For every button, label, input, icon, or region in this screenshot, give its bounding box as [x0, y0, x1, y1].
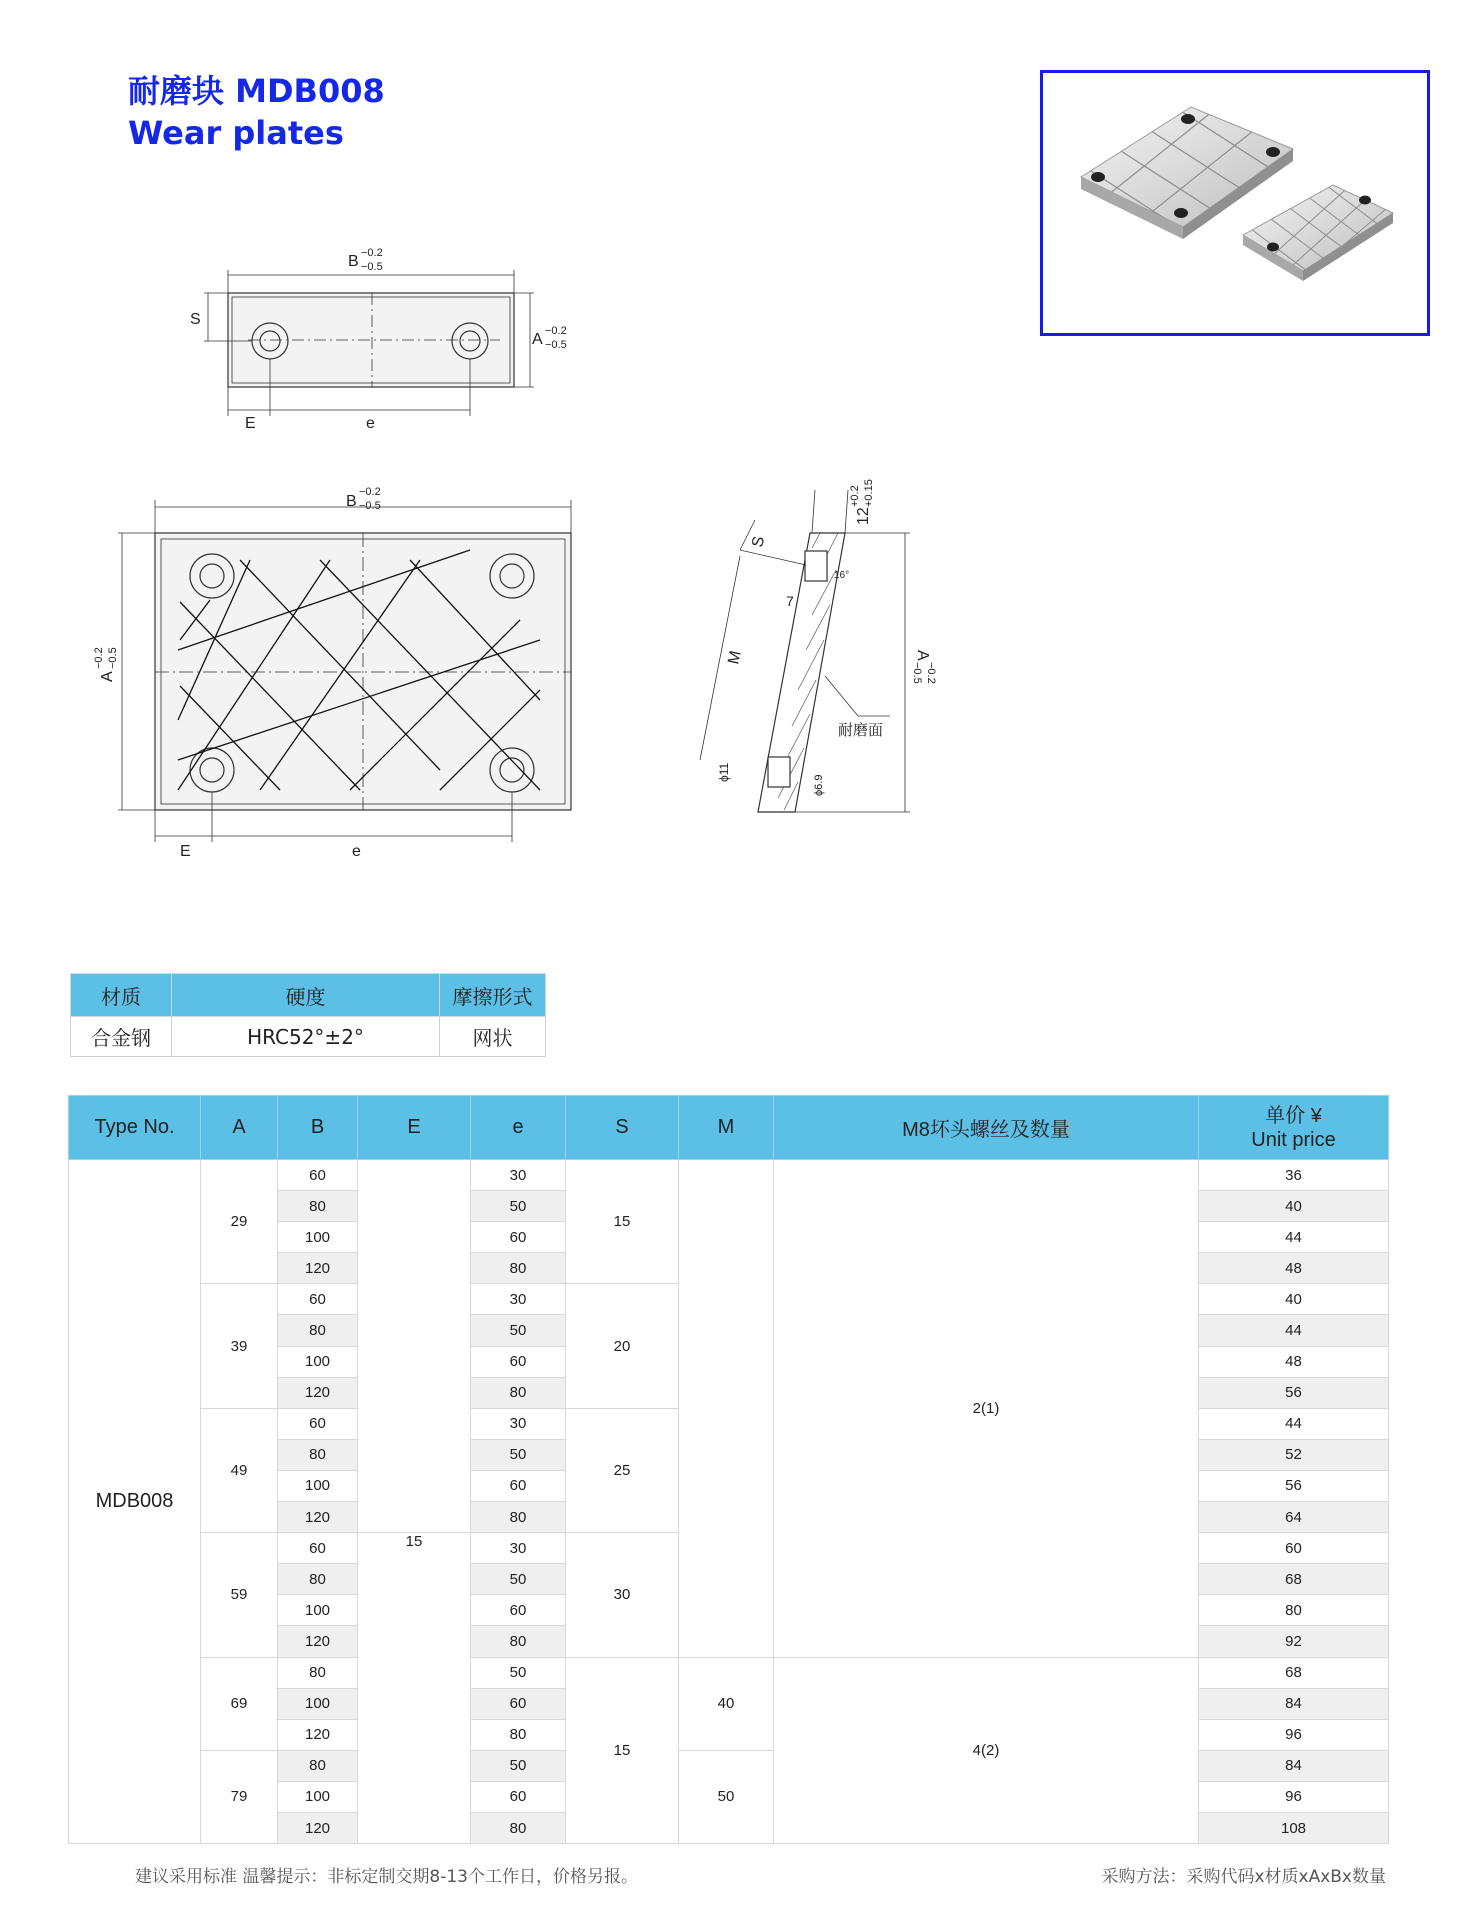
e-cell: 30	[471, 1284, 566, 1315]
e-cell: 60	[471, 1470, 566, 1501]
B-cell: 80	[278, 1191, 358, 1222]
e-cell: 30	[471, 1408, 566, 1439]
price-cell: 56	[1199, 1470, 1389, 1501]
svg-text:−0.5: −0.5	[545, 339, 567, 351]
header-M: M	[679, 1096, 774, 1160]
footer-purchase: 采购方法：采购代码x材质xAxBx数量	[1101, 1867, 1386, 1887]
svg-text:+0.15: +0.15	[863, 479, 875, 507]
e-cell: 80	[471, 1253, 566, 1284]
table-row	[69, 1657, 1389, 1688]
B-cell: 60	[278, 1160, 358, 1191]
B-cell: 80	[278, 1657, 358, 1688]
price-cell: 96	[1199, 1719, 1389, 1750]
price-cell: 56	[1199, 1377, 1389, 1408]
svg-text:−0.2: −0.2	[359, 486, 381, 498]
e-cell: 50	[471, 1750, 566, 1781]
e-cell: 80	[471, 1812, 566, 1843]
B-cell: 100	[278, 1346, 358, 1377]
B-cell: 80	[278, 1315, 358, 1346]
B-cell: 100	[278, 1688, 358, 1719]
e-cell: 80	[471, 1377, 566, 1408]
B-cell: 120	[278, 1377, 358, 1408]
price-cell: 80	[1199, 1595, 1389, 1626]
A-cell: 69	[201, 1657, 278, 1750]
price-cell: 36	[1199, 1160, 1389, 1191]
B-cell: 80	[278, 1564, 358, 1595]
e-cell: 50	[471, 1191, 566, 1222]
e-cell: 60	[471, 1781, 566, 1812]
e-cell: 80	[471, 1626, 566, 1657]
svg-text:+0.2: +0.2	[849, 485, 861, 507]
svg-text:−0.5: −0.5	[107, 647, 119, 669]
dim-16deg: 16°	[834, 570, 850, 581]
price-cell: 108	[1199, 1812, 1389, 1843]
dim-e-small: e	[366, 415, 375, 432]
svg-text:−0.5: −0.5	[911, 662, 923, 684]
page-title-zh: 耐磨块 MDB008	[128, 72, 385, 110]
dim-A-large: A	[99, 671, 116, 682]
S-cell: 20	[566, 1284, 679, 1408]
B-cell: 60	[278, 1284, 358, 1315]
B-cell: 60	[278, 1408, 358, 1439]
dim-E-small: E	[245, 415, 256, 432]
A-cell: 39	[201, 1284, 278, 1408]
S-cell: 25	[566, 1408, 679, 1532]
header-S: S	[566, 1096, 679, 1160]
M-cell: 40	[679, 1657, 774, 1750]
price-cell: 96	[1199, 1781, 1389, 1812]
price-cell: 48	[1199, 1346, 1389, 1377]
product-photo-image	[1043, 73, 1427, 333]
e-cell: 80	[471, 1502, 566, 1533]
e-cell: 60	[471, 1346, 566, 1377]
price-cell: 84	[1199, 1750, 1389, 1781]
E-cell: 15	[358, 1533, 471, 1844]
screw-cell: 2(1)	[774, 1160, 1199, 1658]
B-cell: 80	[278, 1750, 358, 1781]
svg-text:−0.2: −0.2	[93, 647, 105, 669]
friction-value: 网状	[440, 1017, 546, 1057]
dim-S-small: S	[190, 311, 201, 328]
price-cell: 44	[1199, 1408, 1389, 1439]
B-cell: 60	[278, 1533, 358, 1564]
header-e: e	[471, 1096, 566, 1160]
wear-face-label: 耐磨面	[838, 722, 884, 739]
dim-B-large: B	[346, 493, 357, 510]
A-cell: 59	[201, 1533, 278, 1657]
dim-12-section: 12	[855, 507, 872, 525]
header-E: E	[358, 1096, 471, 1160]
price-cell: 68	[1199, 1564, 1389, 1595]
S-cell: 30	[566, 1533, 679, 1657]
dim-e-large: e	[352, 843, 361, 860]
e-cell: 60	[471, 1688, 566, 1719]
price-cell: 48	[1199, 1253, 1389, 1284]
price-cell: 52	[1199, 1439, 1389, 1470]
S-cell: 15	[566, 1657, 679, 1844]
product-photo	[1040, 70, 1430, 336]
dim-A-small: A	[532, 331, 543, 348]
hardness-value: HRC52°±2°	[172, 1017, 440, 1057]
material-value: 合金钢	[71, 1017, 172, 1057]
footer-note: 建议采用标准 温馨提示：非标定制交期8-13个工作日，价格另报。	[135, 1867, 638, 1887]
B-cell: 100	[278, 1470, 358, 1501]
price-cell: 64	[1199, 1502, 1389, 1533]
dim-phi69: ϕ6.9	[813, 774, 825, 796]
svg-text:−0.2: −0.2	[545, 325, 567, 337]
e-cell: 60	[471, 1595, 566, 1626]
dim-S-section: S	[749, 534, 769, 549]
dim-phi11: ϕ11	[717, 762, 731, 782]
header-screw: M8坏头螺丝及数量	[774, 1096, 1199, 1160]
header-A: A	[201, 1096, 278, 1160]
B-cell: 80	[278, 1439, 358, 1470]
price-cell: 68	[1199, 1657, 1389, 1688]
technical-drawings	[0, 0, 1000, 860]
dim-A-section: A	[914, 650, 931, 661]
e-cell: 30	[471, 1160, 566, 1191]
dim-E-large: E	[180, 843, 191, 860]
B-cell: 120	[278, 1253, 358, 1284]
S-cell: 15	[566, 1160, 679, 1284]
e-cell: 80	[471, 1719, 566, 1750]
page-title-en: Wear plates	[128, 114, 344, 152]
price-cell: 60	[1199, 1533, 1389, 1564]
B-cell: 120	[278, 1719, 358, 1750]
header-type-no: Type No.	[69, 1096, 201, 1160]
A-cell: 49	[201, 1408, 278, 1532]
e-cell: 50	[471, 1657, 566, 1688]
price-cell: 40	[1199, 1191, 1389, 1222]
price-cell: 44	[1199, 1222, 1389, 1253]
e-cell: 60	[471, 1222, 566, 1253]
A-cell: 79	[201, 1750, 278, 1843]
dim-M-section: M	[725, 649, 745, 666]
e-cell: 50	[471, 1564, 566, 1595]
table-row	[69, 1160, 1389, 1191]
price-cell: 92	[1199, 1626, 1389, 1657]
E-cell-empty	[358, 1160, 471, 1533]
material-table	[70, 973, 546, 1057]
friction-header: 摩擦形式	[440, 974, 546, 1017]
price-cell: 40	[1199, 1284, 1389, 1315]
svg-text:−0.2: −0.2	[361, 247, 383, 259]
price-cell: 44	[1199, 1315, 1389, 1346]
svg-text:−0.5: −0.5	[359, 500, 381, 512]
header-B: B	[278, 1096, 358, 1160]
type-no-cell: MDB008	[69, 1160, 201, 1844]
material-header: 材质	[71, 974, 172, 1017]
M-cell: 50	[679, 1750, 774, 1843]
M-cell-empty	[679, 1160, 774, 1658]
e-cell: 50	[471, 1315, 566, 1346]
screw-cell: 4(2)	[774, 1657, 1199, 1844]
B-cell: 100	[278, 1781, 358, 1812]
header-price: 单价 ¥ Unit price	[1199, 1096, 1389, 1160]
hardness-header: 硬度	[172, 974, 440, 1017]
B-cell: 100	[278, 1595, 358, 1626]
svg-text:−0.5: −0.5	[361, 261, 383, 273]
e-cell: 50	[471, 1439, 566, 1470]
dim-7: 7	[786, 593, 794, 609]
B-cell: 100	[278, 1222, 358, 1253]
B-cell: 120	[278, 1626, 358, 1657]
spec-table	[68, 1095, 1389, 1844]
price-cell: 84	[1199, 1688, 1389, 1719]
dim-B-small: B	[348, 253, 359, 270]
svg-text:−0.2: −0.2	[925, 662, 937, 684]
B-cell: 120	[278, 1502, 358, 1533]
e-cell: 30	[471, 1533, 566, 1564]
A-cell: 29	[201, 1160, 278, 1284]
B-cell: 120	[278, 1812, 358, 1843]
